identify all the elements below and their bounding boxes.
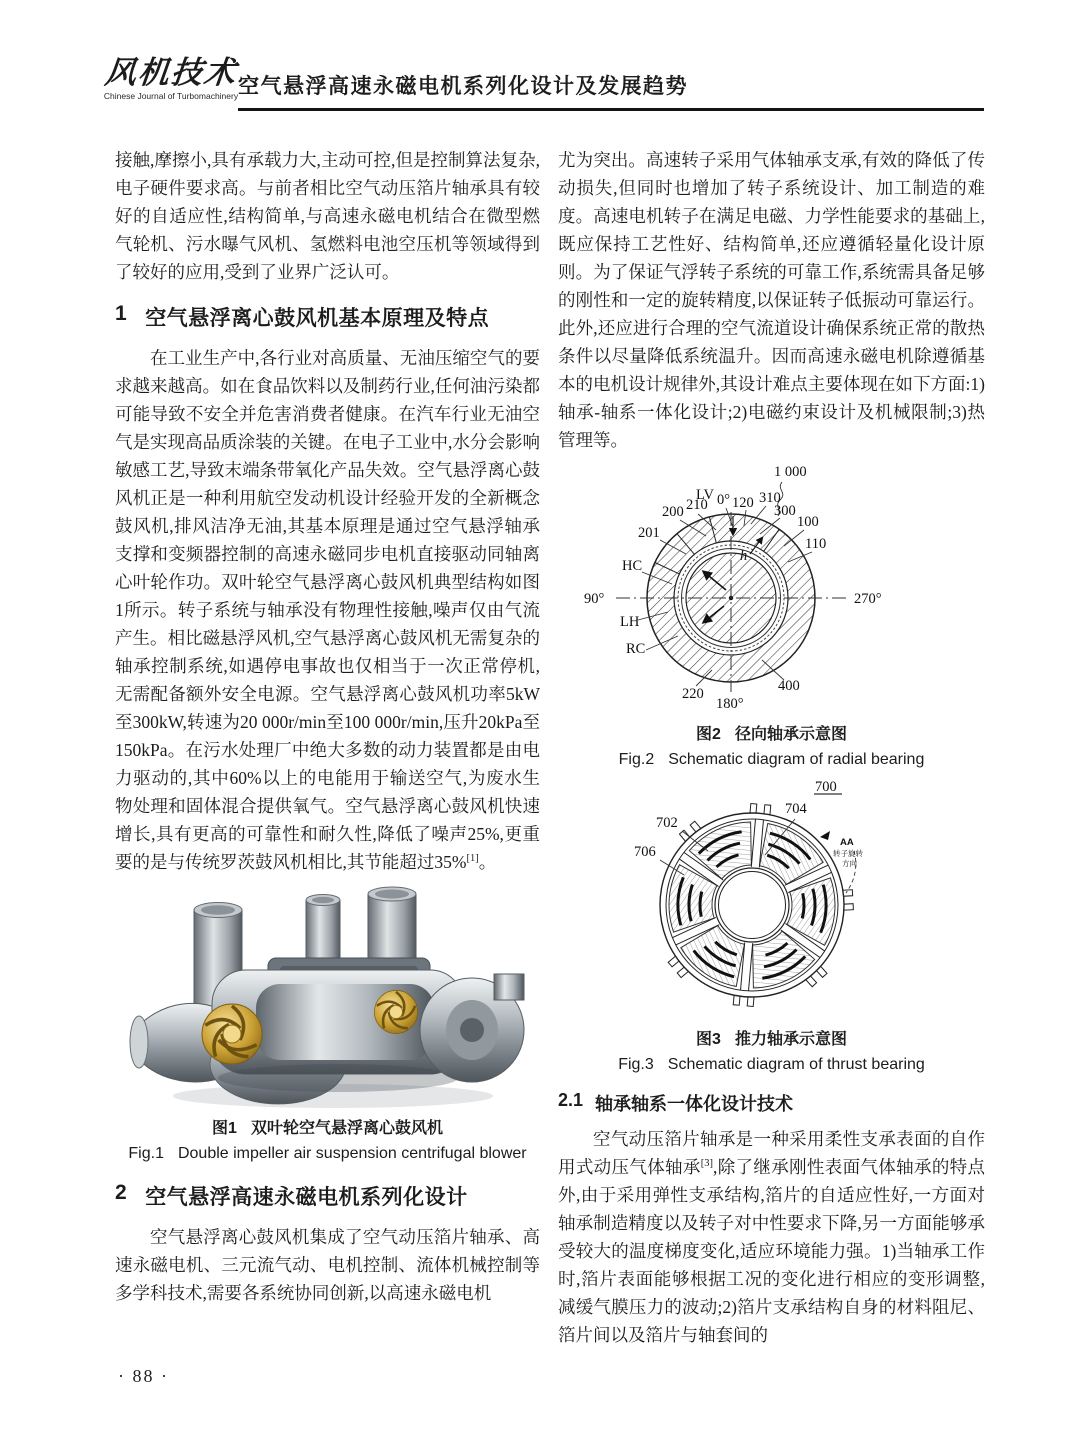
fig3-label-rotation-note-1: 转子旋转: [832, 849, 863, 858]
fig1-caption-en-label: Fig.1: [128, 1145, 164, 1162]
fig1-caption-zh-label: 图1: [212, 1120, 237, 1137]
fig3-label-704: 704: [784, 801, 807, 817]
citation-ref-3: [3]: [700, 1158, 713, 1170]
fig2-label-270deg: 270°: [853, 591, 882, 607]
section-1-heading: [115, 302, 540, 332]
fig2-label-300: 300: [773, 503, 796, 519]
paragraph-section1: [115, 344, 540, 876]
fig2-label-0deg: 0°: [716, 492, 730, 508]
fig3-caption-zh-text: 推力轴承示意图: [734, 1031, 847, 1048]
fig2-label-180deg: 180°: [715, 696, 744, 712]
fig2-label-201: 201: [637, 525, 660, 541]
fig2-label-rc: RC: [625, 641, 645, 657]
fig3-caption-zh-label: 图3: [696, 1031, 721, 1048]
fig2-label-400: 400: [777, 678, 800, 694]
fig2-label-120: 120: [731, 495, 754, 511]
fig1-caption-en-text: Double impeller air suspension centrifugal blower: [177, 1145, 527, 1162]
fig2-label-210: 210: [685, 497, 708, 513]
section-2-heading: [115, 1181, 540, 1211]
figure-3-caption: [558, 1029, 985, 1076]
right-column: [558, 146, 985, 1349]
fig3-label-706: 706: [633, 844, 656, 860]
fig2-label-lh: LH: [619, 614, 639, 630]
fig3-caption-en-label: Fig.3: [618, 1056, 654, 1073]
fig1-impeller-left: [202, 1004, 262, 1064]
figure-2-caption: [558, 724, 985, 771]
paragraph-section1-end: 。: [478, 852, 497, 872]
paragraph-section2-1-end: ,除了继承刚性表面气体轴承的特点外,由于采用弹性支承结构,箔片的自适应性好,一方面对轴承制造精度以及转子对中性要求下降,另一方面能够承受较大的温度梯度变化,适应环境能力强。1)当轴承工作时,箔片表面能够根据工况的变化进行相应的变形调整,减缓气膜压力的波动;2)箔片支承结构自身的材料阻尼、箔片间以及箔片与轴套间的: [558, 1157, 986, 1345]
paragraph-continuation: 接触,摩擦小,具有承载力大,主动可控,但是控制算法复杂,电子硬件要求高。与前者相比空气动压箔片轴承具有较好的自适应性,结构简单,与高速永磁电机结合在微型燃气轮机、污水曝气风机、氢燃料电池空压机等领域得到了较好的应用,受到了业界广泛认可。: [115, 150, 540, 282]
fig2-label-310: 310: [758, 490, 781, 506]
fig1-impeller-right: [374, 990, 417, 1033]
journal-logo-subtitle: Chinese Journal of Turbomachinery: [103, 91, 239, 101]
section-2-1-number: 2.1: [558, 1090, 584, 1110]
paragraph-section1-text: 在工业生产中,各行业对高质量、无油压缩空气的要求越来越高。如在食品饮料以及制药行业,任何油污染都可能导致不安全并危害消费者健康。在汽车行业无油空气是实现高品质涂装的关键。在电子工业中,水分会影响敏感工艺,导致末端条带氧化产品失效。空气悬浮离心鼓风机正是一种利用航空发动机设计经验开发的全新概念鼓风机,排风洁净无油,其基本原理是通过空气悬浮轴承支撑和变频器控制的高速永磁同步电机直接驱动同轴离心叶轮作功。双叶轮空气悬浮离心鼓风机典型结构如图1所示。转子系统与轴承没有物理性接触,噪声仅由气流产生。相比磁悬浮风机,空气悬浮离心鼓风机无需复杂的轴承控制系统,如遇停电事故也仅相当于一次正常停机,无需配备额外安全电源。空气悬浮离心鼓风机功率5kW至300kW,转速为20 000r/min至100 000r/min,压升20kPa至150kPa。在污水处理厂中绝大多数的动力装置都是由电力驱动的,其中60%以上的电能用于输送空气,为废水生物处理和固体混合提供氧气。空气悬浮离心鼓风机快速增长,具有更高的可靠性和耐久性,降低了噪声25%,更重要的是与传统罗茨鼓风机相比,其节能超过35%: [115, 348, 540, 872]
section-2-1-title: 轴承轴系一体化设计技术: [595, 1094, 794, 1114]
journal-logo: [96, 56, 246, 101]
figure-1-blower-render-image: [128, 882, 528, 1116]
journal-logo-title: 风机技术: [103, 55, 239, 90]
fig2-label-90deg: 90°: [583, 591, 604, 607]
paragraph-right-continuation: 尤为突出。高速转子采用气体轴承支承,有效的降低了传动损失,但同时也增加了转子系统设计、加工制造的难度。高速电机转子在满足电磁、力学性能要求的基础上,既应保持工艺性好、结构简单,还应遵循轻量化设计原则。为了保证气浮转子系统的可靠工作,系统需具备足够的刚性和一定的旋转精度,以保证转子低振动可靠运行。此外,还应进行合理的空气流道设计确保系统正常的散热条件以尽量降低系统温升。因而高速永磁电机除遵循基本的电机设计规律外,其设计难点主要体现在如下方面:1)轴承-轴系一体化设计;2)电磁约束设计及机械限制;3)热管理等。: [558, 150, 985, 450]
paragraph-section2: 空气悬浮离心鼓风机集成了空气动压箔片轴承、高速永磁电机、三元流气动、电机控制、流体机械控制等多学科技术,需要各系统协同创新,以高速永磁电机: [115, 1227, 540, 1303]
figure-3-thrust-bearing-diagram: [602, 777, 942, 1027]
fig2-label-100: 100: [796, 514, 819, 530]
section-1-title: 空气悬浮离心鼓风机基本原理及特点: [145, 307, 490, 330]
fig3-label-700: 700: [814, 779, 837, 795]
fig2-label-h: h: [739, 548, 747, 564]
fig3-caption-en-text: Schematic diagram of thrust bearing: [667, 1056, 925, 1073]
section-2-title: 空气悬浮高速永磁电机系列化设计: [145, 1186, 468, 1209]
fig2-caption-en-label: Fig.2: [618, 751, 655, 768]
fig1-caption-zh-text: 双叶轮空气悬浮离心鼓风机: [250, 1120, 443, 1137]
fig2-label-200: 200: [661, 504, 684, 520]
section-2-number: 2: [115, 1181, 128, 1204]
page-number: · 88 ·: [118, 1366, 169, 1386]
paragraph-section2-1: [558, 1125, 985, 1349]
fig2-label-1000: 1 000: [773, 464, 807, 480]
section-1-number: 1: [115, 302, 128, 325]
section-2-1-heading: [558, 1090, 985, 1116]
fig3-label-aa: AA: [839, 837, 854, 848]
fig2-label-220: 220: [681, 686, 704, 702]
figure-1-caption: [115, 1118, 540, 1165]
fig2-caption-zh-text: 径向轴承示意图: [734, 726, 847, 743]
fig3-label-702: 702: [655, 815, 678, 831]
fig2-label-lv: LV: [695, 487, 714, 503]
fig3-label-rotation-note-2: 方向: [841, 859, 857, 868]
paragraph-section2-1-text: 空气动压箔片轴承是一种采用柔性支承表面的自作用式动压气体轴承: [558, 1129, 985, 1177]
fig2-label-hc: HC: [621, 558, 642, 574]
figure-2-radial-bearing-diagram: [576, 460, 968, 722]
fig3-bearing-body: [660, 804, 853, 1007]
citation-ref-1: [1]: [466, 853, 479, 865]
fig2-caption-en-text: Schematic diagram of radial bearing: [668, 751, 925, 768]
page-title: 空气悬浮高速永磁电机系列化设计及发展趋势: [238, 66, 984, 111]
fig2-label-110: 110: [804, 536, 826, 552]
fig2-caption-zh-label: 图2: [696, 726, 721, 743]
left-column: [115, 146, 540, 1307]
